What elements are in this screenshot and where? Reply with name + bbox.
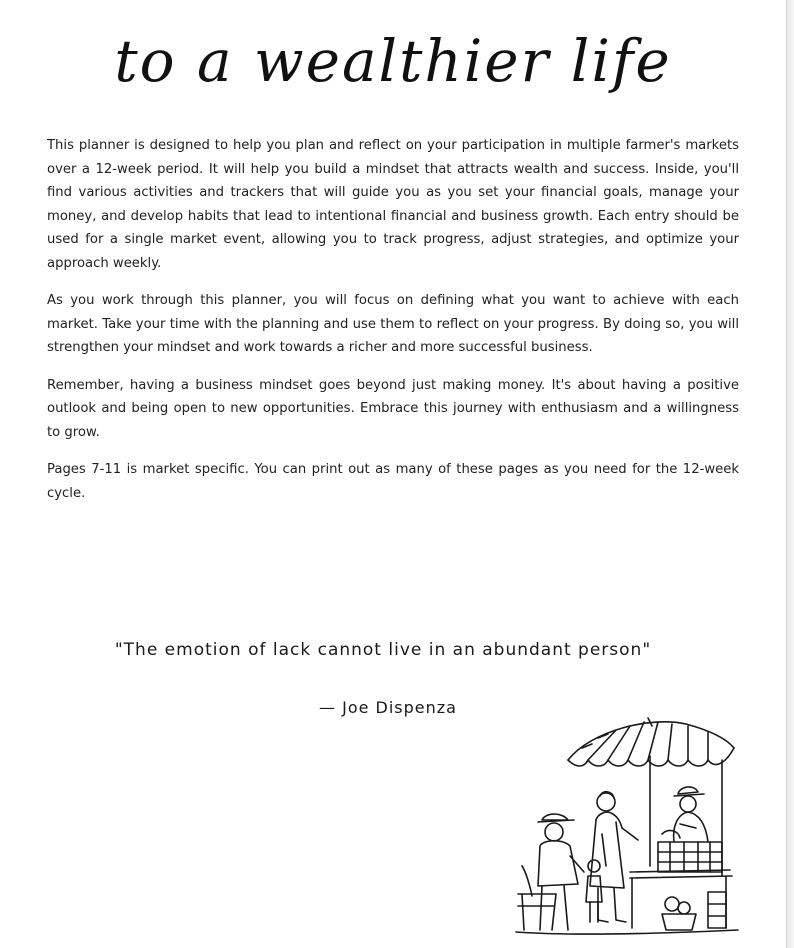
intro-paragraph: Pages 7-11 is market specific. You can print out as many of these pages as you need for the 12-week cycle. [47,462,739,501]
intro-paragraph: Remember, having a business mindset goes beyond just making money. It's about having a positive outlook and being open to new opportunities. Embrace this journey with enthusiasm and a willingness to grow. [47,377,739,440]
seated-man-figure [518,814,584,930]
page-title: to a wealthier life [114,27,672,95]
child-figure [586,860,602,922]
intro-paragraph: This planner is designed to help you plan and reflect on your participation in multiple farmer's markets over a 12-week period. It will help you build a mindset that attracts wealth and success. Inside, you'll find various activities and trackers that will guide you as you set your financial goals, manage your money, and develop habits that lead to intentional financial and business growth. Each entry should be used for a single market event, allowing you to track progress, adjust strategies, and optimize your approach weekly. [47,138,739,271]
ground-line [516,930,738,934]
quote-text: "The emotion of lack cannot live in an abundant person" [114,640,652,660]
page-edge [786,0,794,948]
intro-paragraph: As you work through this planner, you will focus on defining what you want to achieve with each market. Take your time with the planning and use them to reflect on your progress. By doing so, you will strengthen your mindset and work towards a richer and more successful business. [47,293,739,355]
market-stall-icon [512,716,746,940]
umbrella-canopy [568,718,734,766]
quote-author: — Joe Dispenza [319,698,457,717]
produce-crates [658,831,722,872]
produce-basket [662,892,726,930]
intro-text [47,134,739,519]
